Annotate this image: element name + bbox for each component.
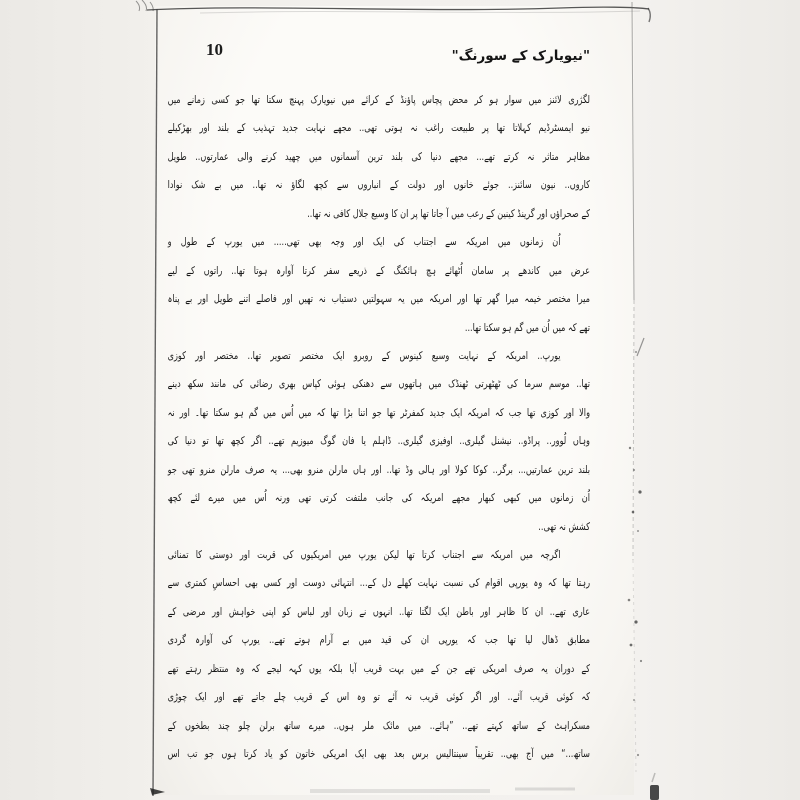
text-line: یورپ.. امریکہ کے نہایت وسیع کینوس کے روبرو ایک مختصر تصویر تھا.. مختصر اور کوزی — [167, 349, 561, 362]
text-line: تھے کہ میں اُن میں گم ہو سکتا تھا... — [464, 321, 590, 334]
body-text-block — [168, 86, 590, 769]
text-line: کشش نہ تھی.. — [538, 520, 590, 533]
text-line: اُن زمانوں میں امریکہ سے اجتناب کی ایک اور وجہ بھی تھی..... میں یورپ کے طول و — [167, 236, 561, 249]
text-line: ساتھ...“ میں آج بھی.. تقریباً سینتالیس برس بعد بھی ایک امریکی خاتون کو یاد کرتا ہوں جو تب اس — [167, 748, 590, 761]
text-line: نیو ایمسٹرڈیم کہلاتا تھا پر طبیعت راغب نہ ہوتی تھی.. مجھے نہایت جدید تہذیب کے بلند اور بھڑکیلے — [167, 122, 590, 135]
binding-scribble — [136, 0, 153, 11]
text-line: عاری تھے.. ان کا ظاہر اور باطن ایک لگتا تھا.. انہوں نے زبان اور لباس کو اپنی خواہش اور مرضی کے — [167, 605, 590, 618]
corner-hook-mark — [648, 8, 650, 22]
text-line: کے دوران یہ صرف امریکی تھے جن کے میں بہت قریب آیا بلکہ یوں کہہ لیجے کہ وہ منتظر رہتے تھے — [167, 662, 590, 675]
text-line: کاروں.. نیون سائنز.. جوئے خانوں اور دولت کے انباروں سے کچھ لگاؤ نہ تھا.. میں بے شک نوادا — [167, 179, 590, 192]
text-line: میرا مختصر خیمہ میرا گھر تھا اور امریکہ میں یہ سہولتیں دستیاب نہ تھیں اور فاصلے اتنے طویل اور بے پناہ — [167, 293, 590, 306]
text-line: اگرچہ میں امریکہ سے اجتناب کرتا تھا لیکن یورپ میں امریکیوں کی قربت اور دوستی کا تمنائی — [167, 549, 561, 561]
text-line: کہ کوئی قریب آئے.. اور اگر کوئی قریب نہ آئے تو وہ اس کے قریب چلے جاتے تھے اور ایک چوڑی — [167, 691, 590, 704]
text-line: اُن زمانوں میں کبھی کبھار مجھے امریکہ کی جانب ملتفت کرتی تھی ورنہ اُس میں میرے لئے کچھ — [167, 492, 590, 505]
page-number: 10 — [206, 40, 223, 59]
text-line: رہتا تھا کہ وہ یورپی اقوام کی نسبت نہایت کھلے دل کے... انتہائی دوست اور کسی بھی احساسِ کمتری سے — [167, 577, 590, 590]
text-line: وہاں لُوور.. پراڈو.. نیشنل گیلری.. اوفیزی گیلری.. ڈاہلم یا فان گوگ میوزیم تھے.. اگر کچھ تھا تو دنیا کی — [167, 435, 590, 448]
text-line: بلند ترین عمارتیں... برگر.. کوکا کولا اور ہالی وڈ تھا.. اور ہاں مارلن منرو بھی... یہ صرف مارلن منرو تھی جو — [167, 463, 590, 476]
bottom-right-blob — [650, 785, 659, 800]
bottom-right-streak — [652, 773, 655, 782]
text-line: مسکراہٹ کے ساتھ کہتے تھے.. ”ہائے.. میں مائک ملر ہوں.. میرے ساتھ برلن چلو چند بطخوں کے — [167, 719, 590, 732]
text-line: عرض میں کاندھے پر سامان اُٹھائے ہچ ہائکنگ کے ذریعے سفر کرتا آوارہ ہوتا تھا.. راتوں کے لیے — [167, 264, 590, 277]
text-line: مطابق ڈھال لیا تھا جب کہ یورپی ان کی قید میں بے آرام ہوتے تھے.. یورپ کی آوارہ گردی — [167, 634, 590, 647]
text-line: مظاہر متاثر نہ کرتے تھے... مجھے دنیا کی بلند ترین آسمانوں میں چھید کرنے والی عمارتوں.. طویل — [167, 150, 590, 163]
text-line: تھا.. موسم سرما کی ٹھٹھرتی ٹھنڈک میں ہاتھوں سے دھنکی ہوئی کپاس بھری رضائی کی مانند سکھ دینے — [167, 378, 590, 391]
text-line: کے صحراؤں اور گرینڈ کینین کے رعب میں آ جاتا تھا پر ان کا وسیع جلال کافی نہ تھا.. — [307, 207, 590, 220]
margin-slash-mark — [637, 338, 644, 356]
running-header-title: "نیویارک کے سورنگ" — [451, 48, 590, 64]
text-line: لگژری لائنز میں سوار ہو کر محض پچاس پاؤنڈ کے کرائے میں نیویارک پہنچ سکتا تھا جو کسی زمانے میں — [167, 94, 590, 106]
text-line: والا اور کوزی تھا جب کہ امریکہ ایک جدید کمفرٹر تھا جو اتنا بڑا تھا کہ میں اُس میں گم ہو سکتا تھا۔ اور نہ — [167, 406, 590, 419]
